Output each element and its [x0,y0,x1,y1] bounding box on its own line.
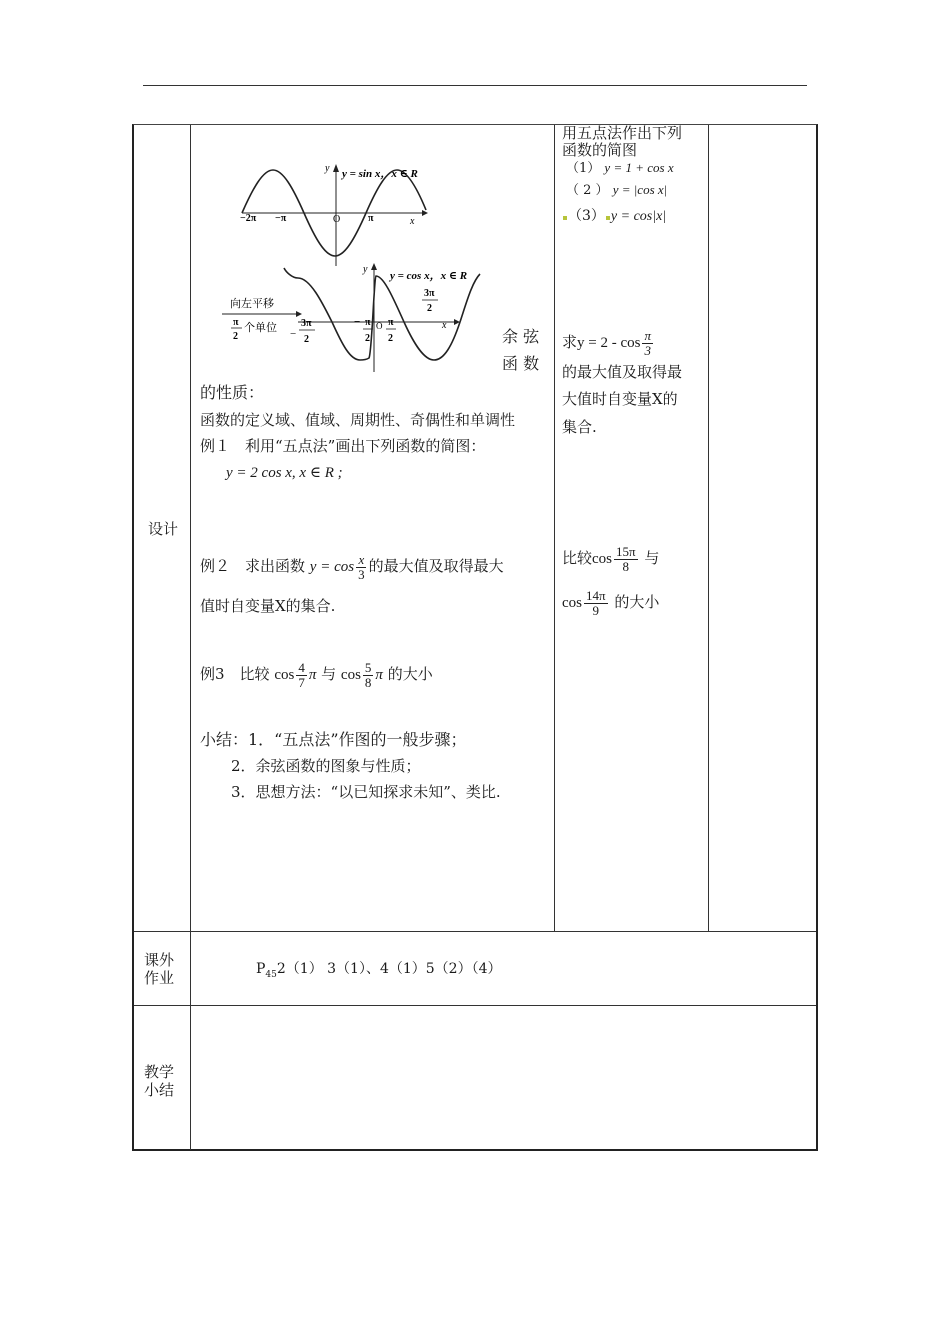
sine-tick-pi: π [368,213,374,224]
design-label: 设计 [148,520,179,538]
sine-x-label: x [410,216,415,227]
sine-x-arrow-icon [422,210,428,216]
max-problem-line2: 的最大值及取得最 [562,363,683,381]
example2-fraction: $\frac{x}{3}$ [358,551,365,582]
tick-3pi2-top: 3π [424,288,435,299]
example3-fraction-2: $\frac{5}{8}$ [364,659,372,690]
homework-label: 课外作业 [144,951,175,987]
example2-line2: 值时自变量X的集合. [200,597,336,615]
tick-neg3pi2-top: 3π [301,318,312,329]
exercise-1: （1） y = 1 + cos x [566,160,674,176]
shift-num: π [233,317,239,328]
shift-den: 2 [233,331,238,342]
example2-prefix: 例２ 求出函数 [200,557,306,575]
compare-line2: cos $\frac{14\pi}{9}$ 的大小 [562,587,660,618]
cosine-y-arrow-icon [371,263,377,270]
compare-line1: 比较cos $\frac{15\pi}{8}$ 与 [562,543,660,574]
sine-tick-negpi: −π [275,213,287,224]
tick-negpi2-top: π [365,317,371,328]
properties-heading: 的性质： [200,383,265,402]
summary-label: 教学小结 [144,1063,175,1099]
exercise-title-1: 用五点法作出下列 [562,124,683,142]
compare-fraction-2: $\frac{14\pi}{9}$ [586,587,606,618]
tick-neg3pi2-minus: − [290,328,297,340]
example1-formula: y = 2 cos x, x ∈ R ; [226,465,343,481]
sine-y-label: y [325,163,330,174]
sine-y-arrow-icon [333,164,339,172]
max-fraction: $\frac{\pi}{3}$ [644,327,651,358]
tick-pi2-top: π [388,317,394,328]
summary-item-3: 3．思想方法：“以已知探求未知”、类比. [231,783,501,801]
tick-negpi2-minus: − [354,316,361,328]
cosine-y-label: y [363,264,368,275]
shift-arrow-head-icon [296,311,302,317]
cosine-graph [214,262,504,374]
tick-negpi2-bot: 2 [365,333,370,344]
heading-fragment-b: 函 数 [502,354,540,373]
example2-suffix: 的最大值及取得最大 [368,557,504,575]
col-divider-3 [708,125,709,931]
tick-neg3pi2-bot: 2 [304,334,309,345]
max-problem-line4: 集合. [562,418,597,436]
cosine-title: y = cos x，x ∈ R [390,270,468,282]
max-problem-line3: 大值时自变量X的 [562,390,678,408]
exercise-title-2: 函数的简图 [562,141,638,159]
cosine-curve-left [284,268,298,278]
example2-y: y = cos [309,559,355,575]
sine-tick-zero: O [333,214,341,225]
exercise-3: （3） y = cos|x| [562,209,666,224]
homework-text: $P_{45}2(1)$ 3（1）、4（1）5（2）（4） [256,961,502,980]
example3-line: 例3 比较 cos $\frac{4}{7}$ π 与 cos $\frac{5}{8}$ π 的大小 [200,659,433,690]
properties-line: 函数的定义域、值域、周期性、奇偶性和单调性 [200,411,516,429]
summary-item-2: 2．余弦函数的图象与性质； [231,757,421,775]
tick-3pi2-bot: 2 [427,303,432,314]
compare-fraction-1: $\frac{15\pi}{8}$ [616,543,636,574]
row-divider-2 [134,1005,816,1006]
example2-line1 [200,546,504,587]
row-divider-1 [134,931,816,932]
sine-title: y = sin x，x ∈ R [342,168,418,180]
exercise-2: （ 2 ） y = |cos x| [566,182,668,198]
example3-fraction-1: $\frac{4}{7}$ [298,659,305,690]
col-divider-1 [190,125,191,1150]
heading-fragment-a: 余 弦 [502,327,540,346]
tick-pi2-bot: 2 [388,333,393,344]
col-divider-2 [554,125,555,931]
shift-label-1: 向左平移 [230,298,274,310]
sine-tick-neg2pi: −2π [240,213,257,224]
cosine-zero: O [376,321,383,331]
header-rule [143,85,807,86]
summary-title: 小结：1．“五点法”作图的一般步骤； [200,730,467,749]
max-problem-line1: 求y = 2 - cos $\frac{\pi}{3}$ [562,327,651,358]
sine-graph [238,158,438,268]
example1-title: 例１ 利用“五点法”画出下列函数的简图： [200,437,486,455]
cosine-x-label: x [442,320,447,331]
shift-label-2: 个单位 [244,322,277,334]
